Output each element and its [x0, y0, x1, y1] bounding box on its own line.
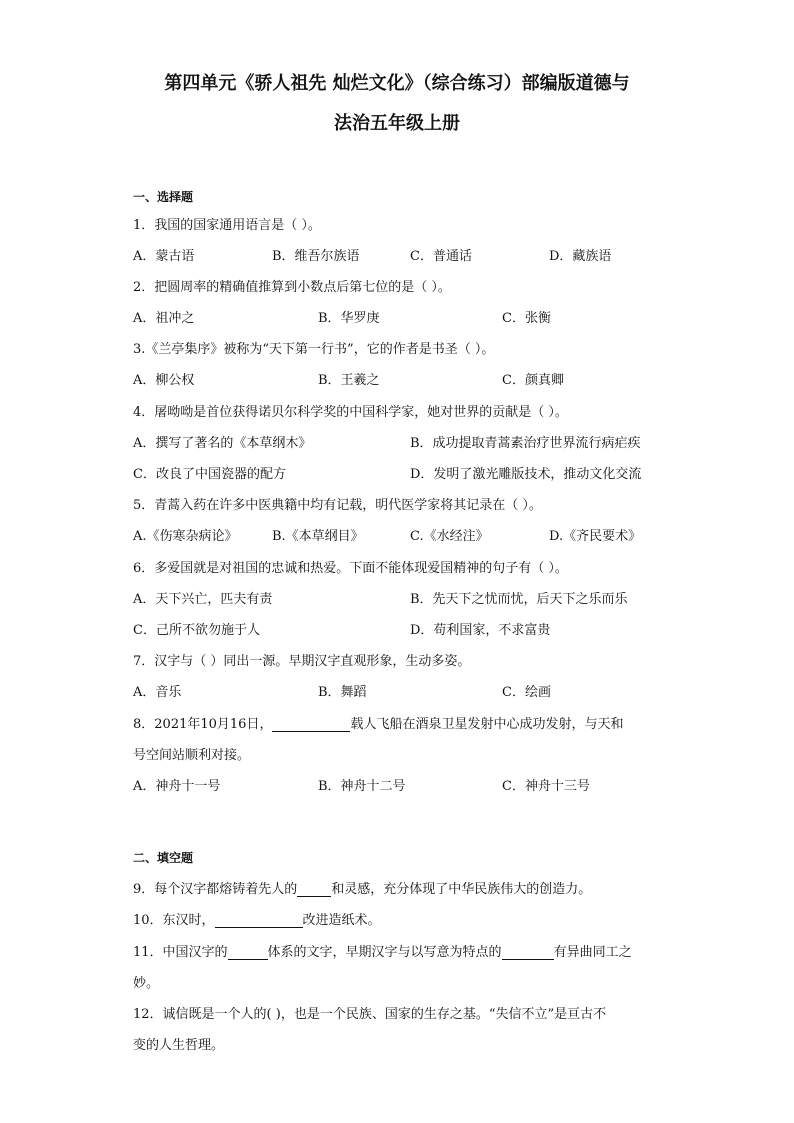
question-8-option-c[interactable]: C．神舟十三号: [502, 779, 590, 794]
question-8-stem: [133, 713, 623, 732]
question-11-stem-middle: 体系的文字，早期汉字与以写意为特点的: [267, 945, 502, 960]
question-9-blank[interactable]: [297, 882, 331, 897]
question-11-stem-end: 有异曲同工之: [553, 945, 632, 960]
question-1-option-a[interactable]: A．蒙古语: [133, 249, 195, 264]
question-6-stem: 6．多爱国就是对祖国的忠诚和热爱。下面不能体现爱国精神的句子有（ ）。: [133, 561, 568, 576]
question-1-option-b[interactable]: B．维吾尔族语: [272, 249, 360, 264]
question-9-stem-start: 9．每个汉字都熔铸着先人的: [133, 882, 298, 897]
question-8-option-b[interactable]: B．神舟十二号: [318, 779, 406, 794]
question-7-option-a[interactable]: A．音乐: [133, 685, 182, 700]
question-10-stem: [133, 909, 381, 928]
question-3-option-b[interactable]: B．王羲之: [318, 373, 380, 388]
question-1-option-c[interactable]: C．普通话: [410, 249, 472, 264]
question-6-option-b[interactable]: B．先天下之忧而忧，后天下之乐而乐: [410, 592, 628, 607]
question-9-stem: [133, 878, 591, 897]
question-5-option-c[interactable]: C.《水经注》: [410, 529, 489, 544]
question-11-stem-start: 11．中国汉字的: [133, 945, 228, 960]
question-3-option-a[interactable]: A．柳公权: [133, 373, 195, 388]
question-3-option-c[interactable]: C．颜真卿: [502, 373, 564, 388]
question-2-option-b[interactable]: B．华罗庚: [318, 311, 380, 326]
title-line-2: 法治五年级上册: [334, 113, 460, 134]
question-5-option-b[interactable]: B.《本草纲目》: [272, 529, 364, 544]
question-6-option-d[interactable]: D．苟利国家，不求富贵: [410, 623, 551, 638]
question-8-option-a[interactable]: A．神舟十一号: [133, 779, 221, 794]
question-7-stem: 7．汉字与（ ）同出一源。早期汉字直观形象，生动多姿。: [133, 654, 471, 669]
title-line-1: 第四单元《骄人祖先 灿烂文化》（综合练习）部编版道德与: [164, 73, 630, 94]
question-4-option-b[interactable]: B．成功提取青蒿素治疗世界流行病疟疾: [410, 436, 641, 451]
question-5-option-a[interactable]: A.《伤寒杂病论》: [133, 529, 238, 544]
question-10-stem-end: 改进造纸术。: [302, 913, 381, 928]
question-2-option-a[interactable]: A．祖冲之: [133, 311, 195, 326]
question-10-blank[interactable]: [215, 913, 303, 928]
question-11-blank-1[interactable]: [228, 945, 268, 960]
question-5-option-d[interactable]: D.《齐民要术》: [549, 529, 642, 544]
question-4-option-a[interactable]: A．撰写了著名的《本草纲木》: [133, 436, 312, 451]
page-title: [120, 64, 674, 144]
question-9-stem-end: 和灵感，充分体现了中华民族伟大的创造力。: [331, 882, 592, 897]
question-1-stem: 1．我国的国家通用语言是（ ）。: [133, 218, 321, 233]
question-12-stem-line-2: 变的人生哲理。: [133, 1038, 225, 1053]
question-1-option-d[interactable]: D．藏族语: [549, 249, 612, 264]
question-4-option-d[interactable]: D．发明了激光雕版技术，推动文化交流: [410, 467, 642, 482]
question-12-stem: 12．诚信既是一个人的( )，也是一个民族、国家的生存之基。“失信不立”是亘古不: [133, 1007, 607, 1022]
question-7-option-b[interactable]: B．舞蹈: [318, 685, 367, 700]
section-heading-choice: 一、选择题: [133, 190, 194, 204]
question-6-option-c[interactable]: C．己所不欲勿施于人: [133, 623, 260, 638]
question-8-stem-line-2: 号空间站顺利对接。: [133, 748, 251, 763]
question-2-option-c[interactable]: C．张衡: [502, 311, 551, 326]
question-7-option-c[interactable]: C．绘画: [502, 685, 551, 700]
question-5-stem: 5．青蒿入药在许多中医典籍中均有记载，明代医学家将其记录在（ ）。: [133, 498, 542, 513]
question-8-blank[interactable]: [272, 717, 350, 732]
question-2-stem: 2．把圆周率的精确值推算到小数点后第七位的是（ ）。: [133, 280, 451, 295]
question-11-stem: [133, 941, 632, 960]
question-4-option-c[interactable]: C．改良了中国瓷器的配方: [133, 467, 286, 482]
question-10-stem-start: 10．东汉时，: [133, 913, 215, 928]
question-11-blank-2[interactable]: [502, 945, 554, 960]
question-8-stem-start: 8．2021年10月16日，: [133, 717, 273, 732]
question-11-stem-line-2: 妙。: [133, 976, 160, 991]
question-3-stem: 3.《兰亭集序》被称为“天下第一行书”，它的作者是书圣（ ）。: [133, 342, 495, 357]
section-heading-fill: 二、填空题: [133, 851, 194, 865]
question-4-stem: 4．屠呦呦是首位获得诺贝尔科学奖的中国科学家，她对世界的贡献是（ ）。: [133, 405, 568, 420]
question-8-stem-end: 载人飞船在酒泉卫星发射中心成功发射，与天和: [350, 717, 624, 732]
question-6-option-a[interactable]: A．天下兴亡，匹夫有责: [133, 592, 273, 607]
